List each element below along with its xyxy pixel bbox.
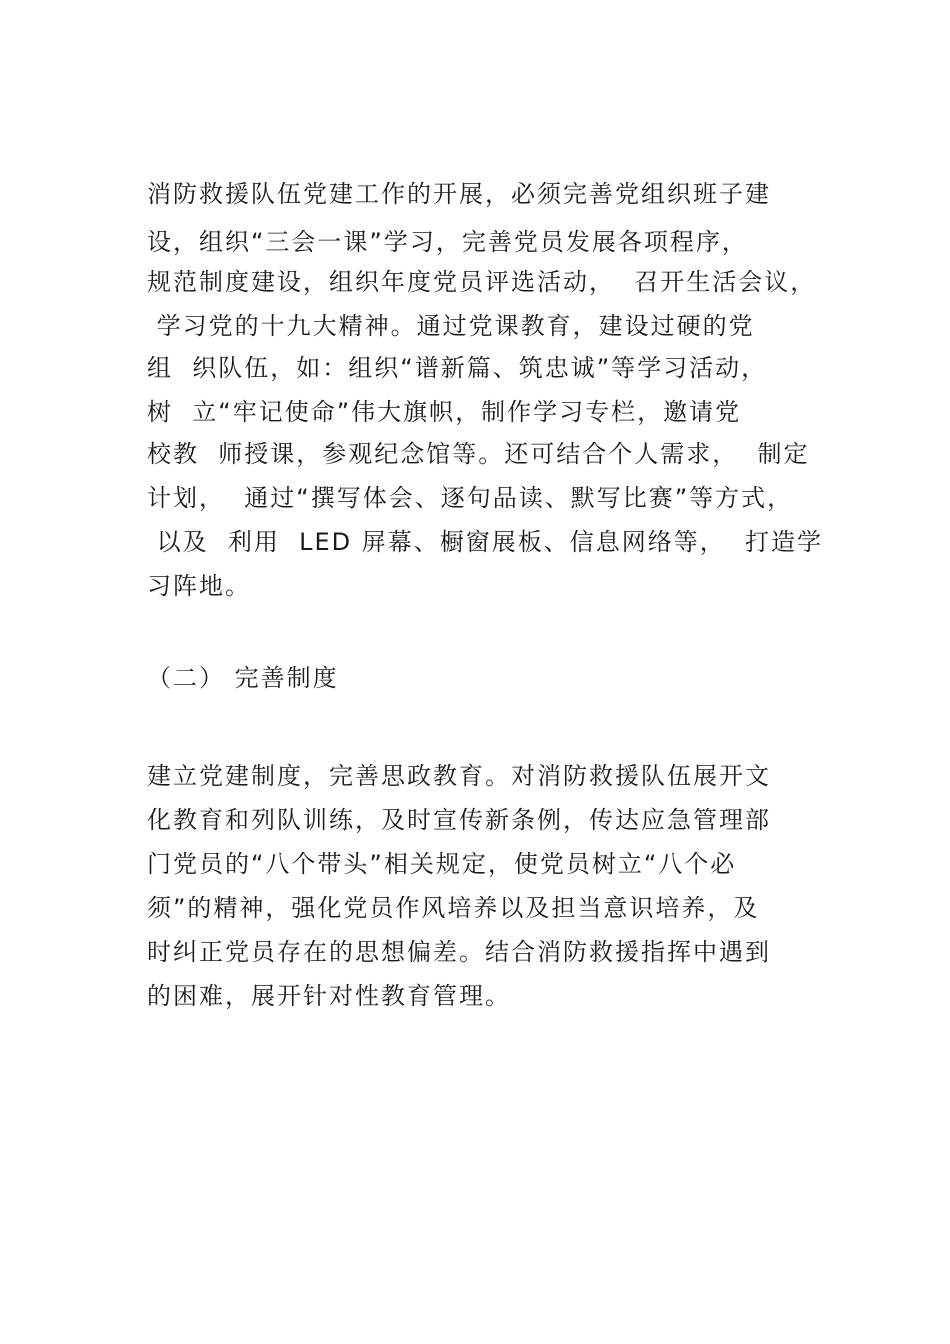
- paragraph-line: 建立党建制度，完善思政教育。对消防救援队伍展开文: [147, 762, 771, 790]
- paragraph-line: 门党员的“八个带头”相关规定，使党员树立“八个必: [147, 850, 737, 878]
- paragraph-line: 规范制度建设，组织年度党员评选活动， 召开生活会议，: [147, 268, 817, 296]
- paragraph-line: 时纠正党员存在的思想偏差。结合消防救援指挥中遇到: [147, 938, 771, 966]
- section-heading: （二） 完善制度: [147, 664, 339, 692]
- paragraph-line: 校教 师授课，参观纪念馆等。还可结合个人需求， 制定: [147, 440, 810, 468]
- paragraph-line: 学习党的十九大精神。通过党课教育，建设过硬的党: [147, 312, 755, 340]
- paragraph-line: 设，组织“三会一课”学习，完善党员发展各项程序，: [147, 228, 748, 256]
- paragraph-line: 组 织队伍，如：组织“谱新篇、筑忠诚”等学习活动，: [147, 354, 768, 382]
- paragraph-line: 以及 利用 LED 屏幕、橱窗展板、信息网络等， 打造学: [147, 528, 824, 556]
- paragraph-line: 的困难，展开针对性教育管理。: [147, 982, 511, 1010]
- paragraph-line: 计划， 通过“撰写体会、逐句品读、默写比赛”等方式，: [147, 484, 794, 512]
- paragraph-line: 化教育和列队训练，及时宣传新条例，传达应急管理部: [147, 806, 771, 834]
- paragraph-line: 树 立“牢记使命”伟大旗帜，制作学习专栏，邀请党: [147, 398, 742, 426]
- paragraph-line: 消防救援队伍党建工作的开展，必须完善党组织班子建: [147, 180, 771, 208]
- paragraph-line: 须”的精神，强化党员作风培养以及担当意识培养，及: [147, 894, 760, 922]
- paragraph-line: 习阵地。: [147, 572, 251, 600]
